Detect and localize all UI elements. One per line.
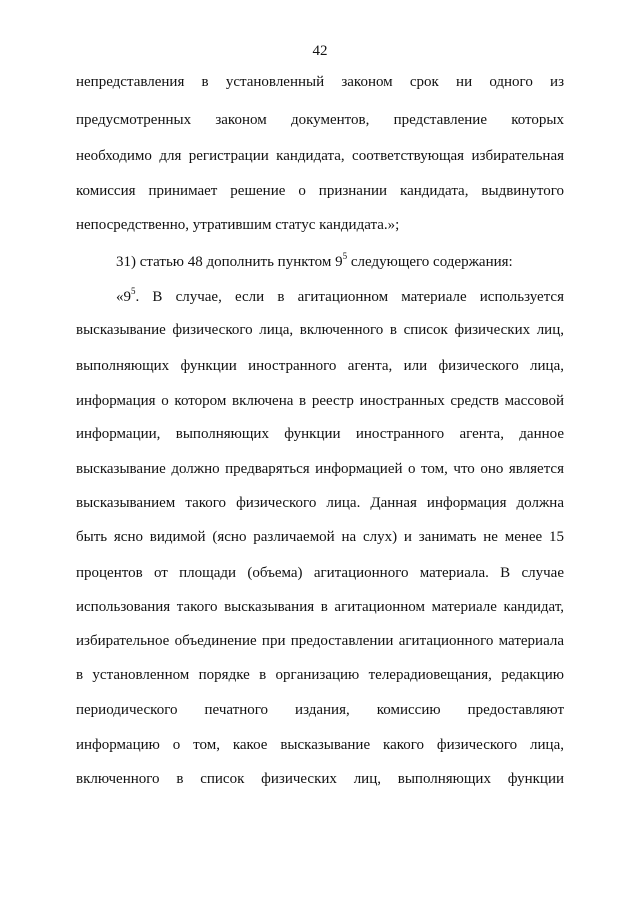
text-line-15: процентов от площади (объема) агитационного материала. В случае — [76, 565, 564, 581]
text-line-16: использования такого высказывания в агитационном материале кандидат, — [76, 599, 564, 615]
line-6-superscript: 5 — [342, 251, 348, 261]
text-line-5: непосредственно, утратившим статус кандидата.»; — [76, 217, 400, 233]
line-7-tail: . В случае, если в агитационном материале используется — [135, 289, 564, 305]
text-line-19: периодического печатного издания, комиссию предоставляют — [76, 702, 564, 718]
text-line-8: высказывание физического лица, включенного в список физических лиц, — [76, 322, 564, 338]
line-7-head: «9 — [116, 289, 131, 305]
text-line-1: непредставления в установленный законом срок ни одного из — [76, 74, 564, 90]
text-line-11: информации, выполняющих функции иностранного агента, данное — [76, 426, 564, 442]
text-line-3: необходимо для регистрации кандидата, соответствующая избирательная — [76, 148, 564, 164]
line-6-tail: следующего содержания: — [347, 254, 513, 270]
text-line-21: включенного в список физических лиц, выполняющих функции — [76, 771, 564, 787]
line-7-superscript: 5 — [131, 286, 136, 296]
text-line-14: быть ясно видимой (ясно различаемой на слух) и занимать не менее 15 — [76, 529, 564, 545]
page-number: 42 — [312, 43, 328, 59]
text-line-18: в установленном порядке в организацию телерадиовещания, редакцию — [76, 667, 564, 683]
text-line-17: избирательное объединение при предоставлении агитационного материала — [76, 633, 564, 649]
text-line-9: выполняющих функции иностранного агента, или физического лица, — [76, 358, 564, 374]
text-line-6 — [116, 252, 564, 272]
text-line-10: информация о котором включена в реестр иностранных средств массовой — [76, 393, 564, 409]
line-6-head: 31) статью 48 дополнить пунктом 9 — [116, 254, 343, 270]
text-line-13: высказыванием такого физического лица. Данная информация должна — [76, 495, 564, 511]
text-line-20: информацию о том, какое высказывание какого физического лица, — [76, 737, 564, 753]
text-line-12: высказывание должно предваряться информацией о том, что оно является — [76, 461, 564, 477]
text-line-2: предусмотренных законом документов, представление которых — [76, 112, 564, 128]
text-line-4: комиссия принимает решение о признании кандидата, выдвинутого — [76, 183, 564, 199]
text-line-7 — [116, 287, 564, 307]
